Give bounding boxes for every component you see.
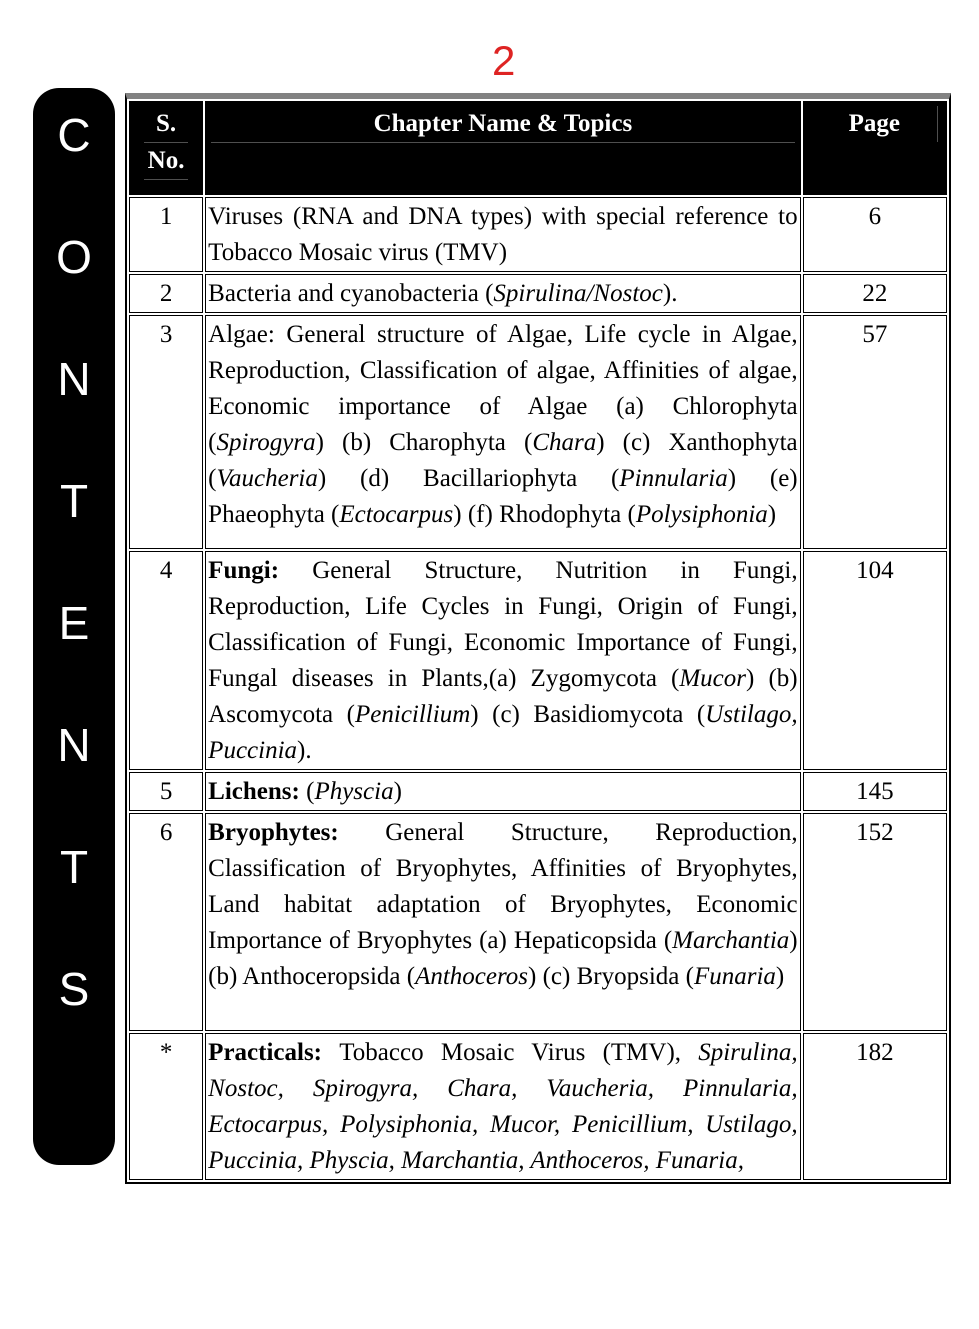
row-page: 104 — [803, 551, 947, 770]
row-sno: 2 — [129, 274, 203, 313]
sidebar-letter: S — [58, 963, 90, 1015]
header-sno-line2: No. — [144, 143, 188, 180]
contents-table — [125, 93, 951, 1184]
table-header-row — [129, 101, 947, 195]
table-row — [129, 813, 947, 1031]
sidebar-letter: N — [57, 719, 91, 771]
row-sno: 5 — [129, 772, 203, 811]
row-topics: Algae: General structure of Algae, Life cycle in Algae, Reproduction, Classification of algae, Affinities of algae, Economic importance of Algae (a) Chlorophyta (Spirogyra) (b) Charophyta (Chara) (c) Xanthophyta (Vaucheria) (d) Bacillariophyta (Pinnularia) (e) Phaeophyta (Ectocarpus) (f) Rhodophyta (Polysiphonia) — [205, 315, 800, 549]
row-page: 152 — [803, 813, 947, 1031]
sidebar-letter: E — [58, 597, 90, 649]
row-topics: Viruses (RNA and DNA types) with special reference to Tobacco Mosaic virus (TMV) — [205, 197, 800, 272]
sidebar-letter: C — [57, 109, 91, 161]
row-sno: 4 — [129, 551, 203, 770]
row-page: 57 — [803, 315, 947, 549]
table-row — [129, 274, 947, 313]
sidebar-letter: N — [57, 353, 91, 405]
row-page: 182 — [803, 1033, 947, 1180]
row-page: 145 — [803, 772, 947, 811]
table-row — [129, 315, 947, 549]
table-row — [129, 1033, 947, 1180]
header-sno — [129, 101, 203, 195]
row-sno: * — [129, 1033, 203, 1180]
row-sno: 6 — [129, 813, 203, 1031]
contents-sidebar — [33, 88, 115, 1165]
header-page: Page — [803, 101, 947, 195]
header-chapter: Chapter Name & Topics — [205, 101, 800, 195]
row-page: 22 — [803, 274, 947, 313]
row-topics: Bryophytes: General Structure, Reproduction, Classification of Bryophytes, Affinities of Bryophytes, Land habitat adaptation of Bryophytes, Economic Importance of Bryophytes (a) Hepaticopsida (Marchantia) (b) Anthoceropsida (Anthoceros) (c) Bryopsida (Funaria) — [205, 813, 800, 1031]
sidebar-letter: T — [59, 841, 89, 893]
row-sno: 3 — [129, 315, 203, 549]
row-page: 6 — [803, 197, 947, 272]
sidebar-letter: T — [59, 475, 89, 527]
sidebar-letter: O — [56, 231, 92, 283]
page-number: 2 — [492, 37, 516, 84]
header-sno-line1: S. — [144, 106, 188, 143]
row-topics: Fungi: General Structure, Nutrition in Fungi, Reproduction, Life Cycles in Fungi, Origin of Fungi, Classification of Fungi, Economic Importance of Fungi, Fungal diseases in Plants,(a) Zygomycota (Mucor) (b) Ascomycota (Penicillium) (c) Basidiomycota (Ustilago, Puccinia). — [205, 551, 800, 770]
row-topics: Lichens: (Physcia) — [205, 772, 800, 811]
table-row — [129, 197, 947, 272]
row-sno: 1 — [129, 197, 203, 272]
contents-letters — [33, 74, 115, 1050]
table-row — [129, 772, 947, 811]
row-topics: Practicals: Tobacco Mosaic Virus (TMV), Spirulina, Nostoc, Spirogyra, Chara, Vaucheria, Pinnularia, Ectocarpus, Polysiphonia, Mucor, Penicillium, Ustilago, Puccinia, Physcia, Marchantia, Anthoceros, Funaria, — [205, 1033, 800, 1180]
table-row — [129, 551, 947, 770]
row-topics: Bacteria and cyanobacteria (Spirulina/Nostoc). — [205, 274, 800, 313]
